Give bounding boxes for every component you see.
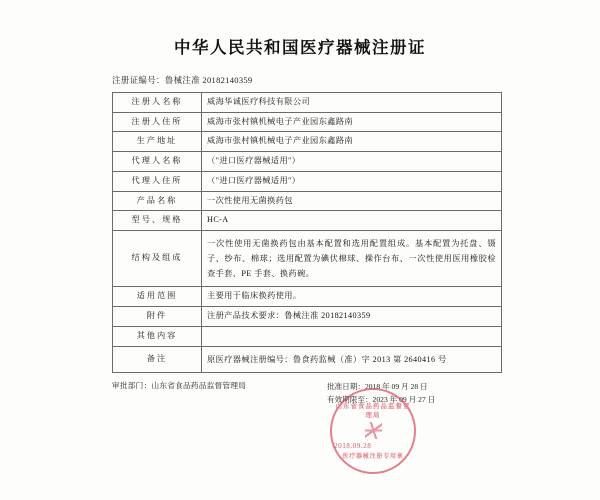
row-value <box>202 326 502 346</box>
row-label: 备注 <box>113 346 202 372</box>
seal-date: 2018.09.28 <box>334 441 372 450</box>
page-title: 中华人民共和国医疗器械注册证 <box>174 38 426 57</box>
table-row <box>113 287 502 307</box>
row-value: （"进口医疗器械适用"） <box>202 171 502 191</box>
row-value: 威海市张村镇机械电子产业园东鑫路南 <box>202 112 502 132</box>
registration-table <box>112 92 502 373</box>
registration-number: 注册证编号：鲁械注准 20182140359 <box>112 75 253 85</box>
row-label: 注册人名称 <box>113 93 202 113</box>
row-label: 产品名称 <box>113 191 202 211</box>
table-row <box>113 326 502 346</box>
document-footer <box>112 380 502 470</box>
row-label: 型号、规格 <box>113 211 202 231</box>
table-row <box>113 211 502 231</box>
table-row <box>113 171 502 191</box>
row-value: 一次性使用无菌换药包由基本配置和选用配置组成。基本配置为托盘、镊子、纱布、棉球；选用配置为碘伏棉球、操作台布、一次性使用医用橡胶检查手套、PE 手套、换药碗。 <box>202 230 502 287</box>
table-row <box>113 230 502 287</box>
row-value: 主要用于临床换药使用。 <box>202 287 502 307</box>
row-label: 代理人名称 <box>113 152 202 172</box>
row-label: 代理人住所 <box>113 171 202 191</box>
seal-bottom-text: 医疗器械注册专用章 <box>342 453 404 460</box>
approval-authority: 审批部门：山东省食品药品监督管理局 <box>112 380 247 390</box>
row-label: 结构及组成 <box>113 230 202 287</box>
row-label: 注册人住所 <box>113 112 202 132</box>
row-value: 威海市张村镇机械电子产业园东鑫路南 <box>202 132 502 152</box>
table-row <box>113 191 502 211</box>
official-seal-icon <box>330 388 416 474</box>
row-label: 生产地址 <box>113 132 202 152</box>
table-row <box>113 346 502 372</box>
row-value: 威海华诚医疗科技有限公司 <box>202 93 502 113</box>
row-value: （"进口医疗器械适用"） <box>202 152 502 172</box>
table-row <box>113 152 502 172</box>
table-row <box>113 307 502 327</box>
row-label: 其他内容 <box>113 326 202 346</box>
row-value: 原医疗器械注册编号：鲁食药监械（准）字 2013 第 2640416 号 <box>202 346 502 372</box>
row-label: 适用范围 <box>113 287 202 307</box>
valid-until-date: 有效期限至：2023 年 09 月 27 日 <box>327 395 436 404</box>
table-row <box>113 112 502 132</box>
row-value: HC-A <box>202 211 502 231</box>
table-row <box>113 132 502 152</box>
row-value: 注册产品技术要求：鲁械注准 20182140359 <box>202 307 502 327</box>
row-value: 一次性使用无菌换药包 <box>202 191 502 211</box>
issue-date: 批准日期：2018 年 09 月 28 日 <box>327 381 428 391</box>
table-row <box>113 93 502 113</box>
row-label: 附件 <box>113 307 202 327</box>
seal-top-text: 山东省食品药品监督管理局 <box>335 402 411 419</box>
